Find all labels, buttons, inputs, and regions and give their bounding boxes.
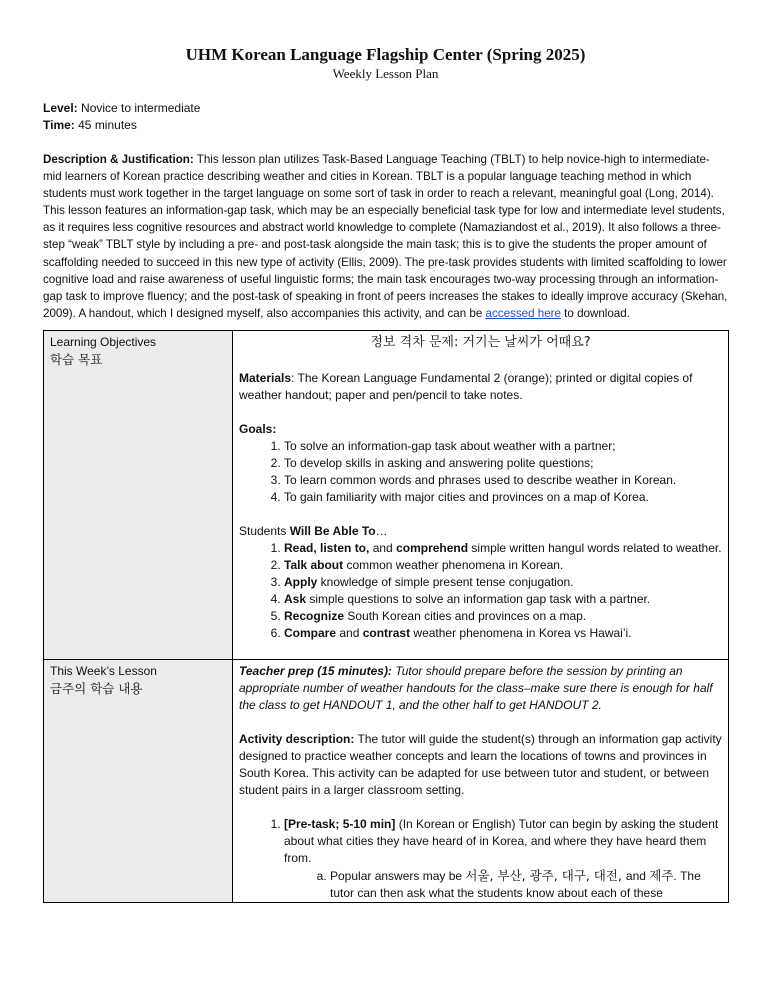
teacher-prep-text: Tutor should prepare before the session by printing an appropriate number of weather handouts for the class–make sure there is enough for half the class to get HANDOUT 1, and the other half to get HANDOUT 2.: [239, 663, 713, 712]
swbat-list: [239, 540, 722, 642]
swbat-heading: Students Will Be Able To…: [239, 523, 388, 538]
teacher-prep: [239, 663, 722, 714]
lesson-content-clip: [239, 663, 722, 899]
lesson-plan-page: [43, 44, 728, 903]
goal-item: 3. To learn common words and phrases used to describe weather in Korean.: [284, 472, 722, 489]
goals-list: [239, 438, 722, 506]
goal-item: 4. To gain familiarity with major cities and provinces on a map of Korea.: [284, 489, 722, 506]
objectives-label-en: Learning Objectives: [50, 334, 157, 349]
lesson-plan-table: [43, 330, 729, 903]
step-substeps: [284, 867, 722, 899]
swbat-item: 2. Talk about common weather phenomena in Korean.: [284, 557, 722, 574]
lesson-row: [44, 659, 729, 902]
lesson-title: 정보 격차 문제: 거기는 날씨가 어때요?: [370, 334, 591, 350]
swbat-item: 1. Read, listen to, and comprehend simple written hangul words related to weather.: [284, 540, 722, 557]
materials-text: : The Korean Language Fundamental 2 (orange); printed or digital copies of weather handout; paper and pen/pencil to take notes.: [239, 370, 693, 402]
level-line: [43, 100, 728, 117]
activity-description: [239, 731, 722, 799]
teacher-prep-label: Teacher prep (15 minutes):: [239, 663, 392, 678]
activity-text: The tutor will guide the student(s) through an information gap activity designed to practice weather concepts and learn the locations of towns and provinces in South Korea. This activity can be adapted for use between tutor and student, or between student pairs in a larger classroom setting.: [239, 731, 722, 797]
step-label: [Pre-task; 5-10 min]: [284, 816, 396, 831]
objectives-row: [44, 330, 729, 659]
description-paragraph: [43, 151, 728, 322]
materials-label: Materials: [239, 370, 292, 385]
time-label: Time:: [43, 118, 75, 132]
document-subtitle: Weekly Lesson Plan: [332, 66, 439, 81]
lesson-label-ko: 금주의 학습 내용: [50, 680, 143, 696]
time-value: 45 minutes: [74, 118, 137, 132]
time-line: [43, 117, 728, 134]
objectives-label-ko: 학습 목표: [50, 351, 103, 367]
lesson-label-cell: [44, 659, 233, 902]
level-value: Novice to intermediate: [77, 101, 201, 115]
goal-item: 1. To solve an information-gap task about weather with a partner;: [284, 438, 722, 455]
description-body: This lesson plan utilizes Task-Based Language Teaching (TBLT) to help novice-high to intermediate-mid learners of Korean practice describing weather and cities in Korean. TBLT is a popular language teaching method in which students must work together in the target language on some sort of task in order to reach a relevant, meaningful goal (Long, 2014). This lesson features an information-gap task, which may be an especially beneficial task type for low and intermediate level students, as it requires less cognitive resources and abstract world knowledge to complete (Namaziandost et al., 2019). It also follows a three-step “weak” TBLT style by including a pre- and post-task alongside the main task; this is to give the students the proper amount of scaffolding needed to succeed in this new type of activity (Ellis, 2009). The pre-task provides students with limited scaffolding to lower cognitive load and raise awareness of useful linguistic forms; the main task encourages two-way processing through an information-gap task to improve fluency; and the post-task of speaking in front of peers increases the stakes to ideally improve accuracy (Skehan, 2009). A handout, which I designed myself, also accompanies this activity, and can be: [43, 153, 728, 320]
substep-item: a. Popular answers may be 서울, 부산, 광주, 대구, 대전, and 제주. The tutor can then ask what the students know about each of these: [330, 867, 722, 899]
objectives-content-cell: [233, 330, 729, 659]
description-label: Description & Justification:: [43, 153, 194, 166]
activity-label: Activity description:: [239, 731, 355, 746]
swbat-item: 6. Compare and contrast weather phenomena in Korea vs Hawai’i.: [284, 625, 722, 642]
activity-steps: [239, 816, 722, 899]
goal-item: 2. To develop skills in asking and answering polite questions;: [284, 455, 722, 472]
handout-link[interactable]: accessed here: [485, 306, 561, 320]
swbat-item: 3. Apply knowledge of simple present tense conjugation.: [284, 574, 722, 591]
goals-heading: Goals:: [239, 421, 277, 436]
meta-block: [43, 100, 728, 134]
swbat-item: 4. Ask simple questions to solve an information gap task with a partner.: [284, 591, 722, 608]
step-item: [284, 816, 722, 899]
lesson-label-en: This Week’s Lesson: [50, 663, 157, 678]
level-label: Level:: [43, 101, 78, 115]
lesson-content-cell: [233, 659, 729, 902]
materials-line: [239, 370, 722, 404]
description-tail: to download.: [560, 306, 630, 320]
objectives-label-cell: [44, 330, 233, 659]
document-title: UHM Korean Language Flagship Center (Spring 2025): [185, 45, 586, 64]
swbat-item: 5. Recognize South Korean cities and provinces on a map.: [284, 608, 722, 625]
step-text: (In Korean or English) Tutor can begin by asking the student about what cities they have heard of in Korea, and where they have heard them from.: [284, 816, 719, 865]
